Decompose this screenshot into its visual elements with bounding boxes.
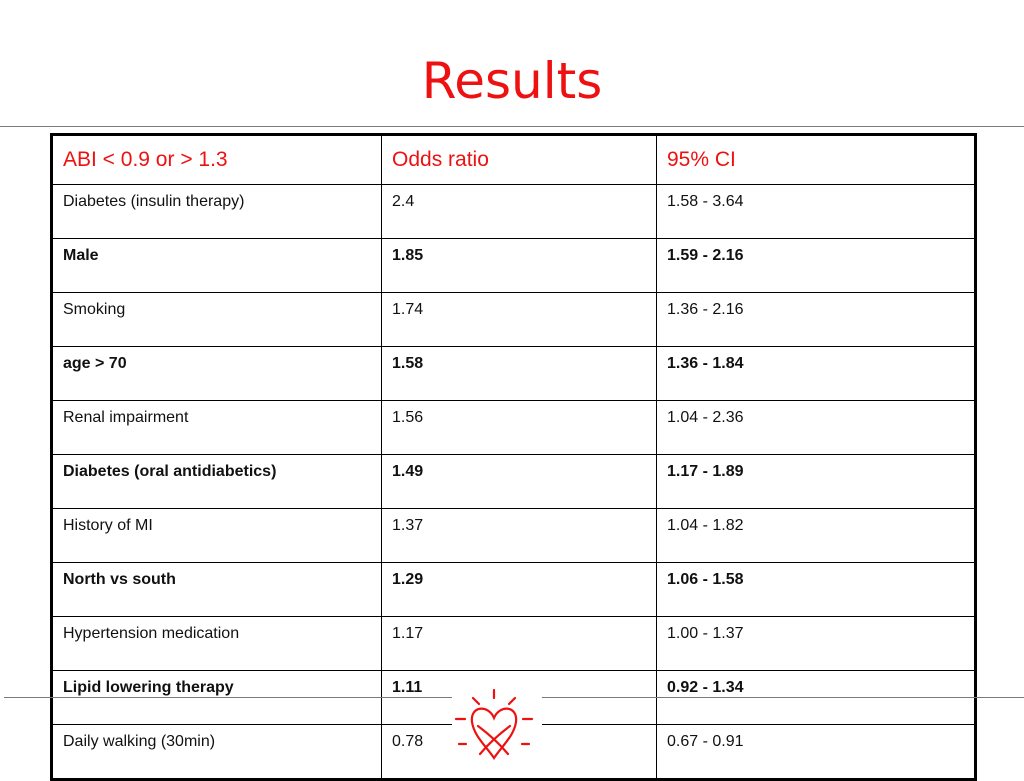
table-row <box>52 617 976 671</box>
table-row <box>52 563 976 617</box>
cell-factor: Smoking <box>52 293 382 347</box>
table-row <box>52 401 976 455</box>
cell-odds-ratio: 0.78 <box>382 725 657 780</box>
cell-odds-ratio: 1.37 <box>382 509 657 563</box>
table-row <box>52 347 976 401</box>
cell-ci: 1.00 - 1.37 <box>657 617 976 671</box>
cell-ci: 0.92 - 1.34 <box>657 671 976 725</box>
cell-odds-ratio: 1.85 <box>382 239 657 293</box>
cell-factor: Lipid lowering therapy <box>52 671 382 725</box>
cell-factor: Diabetes (oral antidiabetics) <box>52 455 382 509</box>
cell-ci: 1.36 - 2.16 <box>657 293 976 347</box>
header-odds-ratio: Odds ratio <box>382 135 657 185</box>
cell-odds-ratio: 1.56 <box>382 401 657 455</box>
heart-logo-icon <box>452 686 542 768</box>
results-table <box>50 133 977 781</box>
cell-factor: Diabetes (insulin therapy) <box>52 185 382 239</box>
cell-odds-ratio: 1.29 <box>382 563 657 617</box>
cell-odds-ratio: 1.74 <box>382 293 657 347</box>
cell-odds-ratio: 2.4 <box>382 185 657 239</box>
cell-ci: 1.06 - 1.58 <box>657 563 976 617</box>
table-row <box>52 509 976 563</box>
cell-ci: 1.59 - 2.16 <box>657 239 976 293</box>
table-row <box>52 239 976 293</box>
cell-ci: 1.04 - 2.36 <box>657 401 976 455</box>
cell-odds-ratio: 1.11 <box>382 671 657 725</box>
cell-factor: age > 70 <box>52 347 382 401</box>
cell-ci: 1.17 - 1.89 <box>657 455 976 509</box>
cell-ci: 1.36 - 1.84 <box>657 347 976 401</box>
cell-factor: North vs south <box>52 563 382 617</box>
cell-factor: Renal impairment <box>52 401 382 455</box>
cell-factor: Daily walking (30min) <box>52 725 382 780</box>
cell-odds-ratio: 1.17 <box>382 617 657 671</box>
table-header-row <box>52 135 976 185</box>
cell-factor: Male <box>52 239 382 293</box>
table-row <box>52 185 976 239</box>
header-ci: 95% CI <box>657 135 976 185</box>
cell-factor: Hypertension medication <box>52 617 382 671</box>
table-row <box>52 455 976 509</box>
footer-divider-left <box>4 697 454 698</box>
cell-ci: 0.67 - 0.91 <box>657 725 976 780</box>
header-factor: ABI < 0.9 or > 1.3 <box>52 135 382 185</box>
title-divider <box>0 126 1024 127</box>
cell-factor: History of MI <box>52 509 382 563</box>
cell-ci: 1.58 - 3.64 <box>657 185 976 239</box>
cell-odds-ratio: 1.49 <box>382 455 657 509</box>
footer-divider-right <box>542 697 1024 698</box>
table-row <box>52 293 976 347</box>
cell-odds-ratio: 1.58 <box>382 347 657 401</box>
cell-ci: 1.04 - 1.82 <box>657 509 976 563</box>
page-title: Results <box>421 52 603 110</box>
